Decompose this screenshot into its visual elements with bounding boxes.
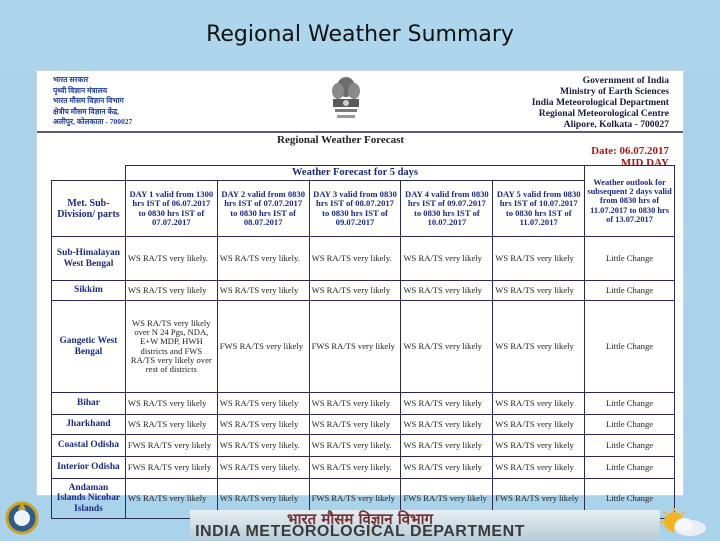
header-hindi — [53, 75, 173, 128]
forecast-cell: FWS RA/TS very likely — [309, 301, 401, 393]
forecast-table — [51, 165, 675, 519]
header-english-line: Alipore, Kolkata - 700027 — [563, 119, 669, 130]
forecast-cell: WS RA/TS very likely. — [309, 435, 401, 457]
table-row — [52, 435, 675, 457]
header-hindi-line: भारत मौसम विज्ञान विभाग — [53, 96, 124, 106]
day-header: DAY 3 valid from 0830 hrs IST of 08.07.2017 to 0830 hrs IST of 09.07.2017 — [309, 181, 401, 237]
footer-department-name: INDIA METEOROLOGICAL DEPARTMENT — [195, 523, 525, 540]
forecast-title: Regional Weather Forecast — [277, 134, 405, 146]
forecast-cell: WS RA/TS very likely — [401, 435, 493, 457]
forecast-cell: WS RA/TS very likely — [493, 301, 585, 393]
forecast-cell: WS RA/TS very likely — [217, 415, 309, 435]
table-banner-row — [52, 166, 675, 181]
outlook-cell: Little Change — [585, 237, 675, 281]
forecast-cell: WS RA/TS very likely. — [309, 237, 401, 281]
region-name: Jharkhand — [52, 415, 126, 435]
table-banner: Weather Forecast for 5 days — [125, 166, 584, 181]
outlook-cell: Little Change — [585, 435, 675, 457]
forecast-cell: WS RA/TS very likely — [309, 393, 401, 415]
forecast-cell: WS RA/TS very likely — [493, 393, 585, 415]
day-header: DAY 4 valid from 0830 hrs IST of 09.07.2017 to 0830 hrs IST of 10.07.2017 — [401, 181, 493, 237]
forecast-cell: WS RA/TS very likely — [401, 457, 493, 479]
issue-time: MID DAY — [620, 157, 669, 169]
forecast-cell: WS RA/TS very likely. — [309, 457, 401, 479]
table-row — [52, 301, 675, 393]
date-label: Date: 06.07.2017 — [591, 145, 669, 157]
header-english-line: India Meteorological Department — [531, 97, 669, 108]
forecast-cell: WS RA/TS very likely — [125, 281, 217, 301]
table-row — [52, 281, 675, 301]
forecast-cell: WS RA/TS very likely — [217, 479, 309, 519]
forecast-cell: WS RA/TS very likely — [493, 457, 585, 479]
day-header: DAY 1 valid from 1300 hrs IST of 06.07.2017 to 0830 hrs IST of 07.07.2017 — [125, 181, 217, 237]
forecast-cell: FWS RA/TS very likely — [401, 479, 493, 519]
forecast-document — [36, 70, 684, 514]
forecast-cell: WS RA/TS very likely. — [217, 435, 309, 457]
header-english — [459, 75, 669, 130]
national-emblem-icon — [327, 73, 365, 131]
header-hindi-line: क्षेत्रीय मौसम विज्ञान केंद्र, — [53, 106, 120, 116]
day-header: DAY 2 valid from 0830 hrs IST of 07.07.2017 to 0830 hrs IST of 08.07.2017 — [217, 181, 309, 237]
table-row — [52, 415, 675, 435]
outlook-cell: Little Change — [585, 281, 675, 301]
region-name: Bihar — [52, 393, 126, 415]
header-hindi-line: पृथ्वी विज्ञान मंत्रालय — [53, 85, 108, 95]
forecast-cell: FWS RA/TS very likely — [125, 435, 217, 457]
forecast-cell: WS RA/TS very likely — [309, 415, 401, 435]
region-name: Gangetic West Bengal — [52, 301, 126, 393]
outlook-cell: Little Change — [585, 479, 675, 519]
table-header-row — [52, 181, 675, 237]
header-english-line: Ministry of Earth Sciences — [560, 86, 669, 97]
forecast-cell: WS RA/TS very likely — [309, 281, 401, 301]
subdivision-header: Met. Sub-Division/ parts — [52, 181, 126, 237]
header-divider — [37, 131, 683, 133]
forecast-cell: WS RA/TS very likely — [401, 281, 493, 301]
forecast-cell: WS RA/TS very likely — [217, 281, 309, 301]
forecast-cell: WS RA/TS very likely — [125, 415, 217, 435]
forecast-cell: WS RA/TS very likely — [125, 393, 217, 415]
footer-hindi: भारत मौसम विज्ञान विभाग — [287, 510, 433, 528]
imd-logo-icon — [4, 496, 40, 538]
table-row — [52, 393, 675, 415]
outlook-cell: Little Change — [585, 301, 675, 393]
header-english-line: Government of India — [582, 75, 669, 86]
forecast-cell: WS RA/TS very likely — [217, 393, 309, 415]
day-header: DAY 5 valid from 0830 hrs IST of 10.07.2017 to 0830 hrs IST of 11.07.2017 — [493, 181, 585, 237]
region-name: Sikkim — [52, 281, 126, 301]
forecast-cell: FWS RA/TS very likely — [125, 457, 217, 479]
forecast-cell: WS RA/TS very likely — [493, 435, 585, 457]
forecast-cell: WS RA/TS very likely. — [217, 457, 309, 479]
forecast-cell: WS RA/TS very likely — [401, 301, 493, 393]
forecast-cell: WS RA/TS very likely — [125, 479, 217, 519]
forecast-cell: FWS RA/TS very likely — [217, 301, 309, 393]
outlook-header: Weather outlook for subsequent 2 days valid from 0830 hrs of 11.07.2017 to 0830 hrs of 13.07.2017 — [585, 166, 675, 237]
banner-spacer — [52, 166, 126, 181]
forecast-cell: WS RA/TS very likely. — [217, 237, 309, 281]
region-name: Sub-Himalayan West Bengal — [52, 237, 126, 281]
region-name: Interior Odisha — [52, 457, 126, 479]
forecast-cell: WS RA/TS very likely — [401, 393, 493, 415]
header-english-line: Regional Meteorological Centre — [538, 108, 669, 119]
header-hindi-line: भारत सरकार — [53, 75, 89, 84]
header-hindi-line: अलीपुर, कोलकाता - 700027 — [53, 117, 133, 127]
forecast-cell: WS RA/TS very likely — [493, 237, 585, 281]
forecast-cell: WS RA/TS very likely — [493, 281, 585, 301]
region-name: Coastal Odisha — [52, 435, 126, 457]
outlook-cell: Little Change — [585, 393, 675, 415]
sun-cloud-weather-icon — [654, 508, 710, 538]
outlook-cell: Little Change — [585, 457, 675, 479]
region-name: Andaman Islands Nicobar Islands — [52, 479, 126, 519]
outlook-cell: Little Change — [585, 415, 675, 435]
slide-title: Regional Weather Summary — [206, 22, 514, 47]
forecast-cell: WS RA/TS very likely. — [125, 237, 217, 281]
forecast-cell: WS RA/TS very likely — [401, 237, 493, 281]
forecast-cell: WS RA/TS very likely — [493, 415, 585, 435]
table-row — [52, 457, 675, 479]
table-row — [52, 237, 675, 281]
forecast-cell: FWS RA/TS very likely — [309, 479, 401, 519]
forecast-cell: FWS RA/TS very likely — [493, 479, 585, 519]
forecast-cell: WS RA/TS very likely over N 24 Pgs, NDA, E+W MDP, HWH districts and FWS RA/TS very likely over rest of districts — [125, 301, 217, 393]
forecast-cell: WS RA/TS very likely — [401, 415, 493, 435]
